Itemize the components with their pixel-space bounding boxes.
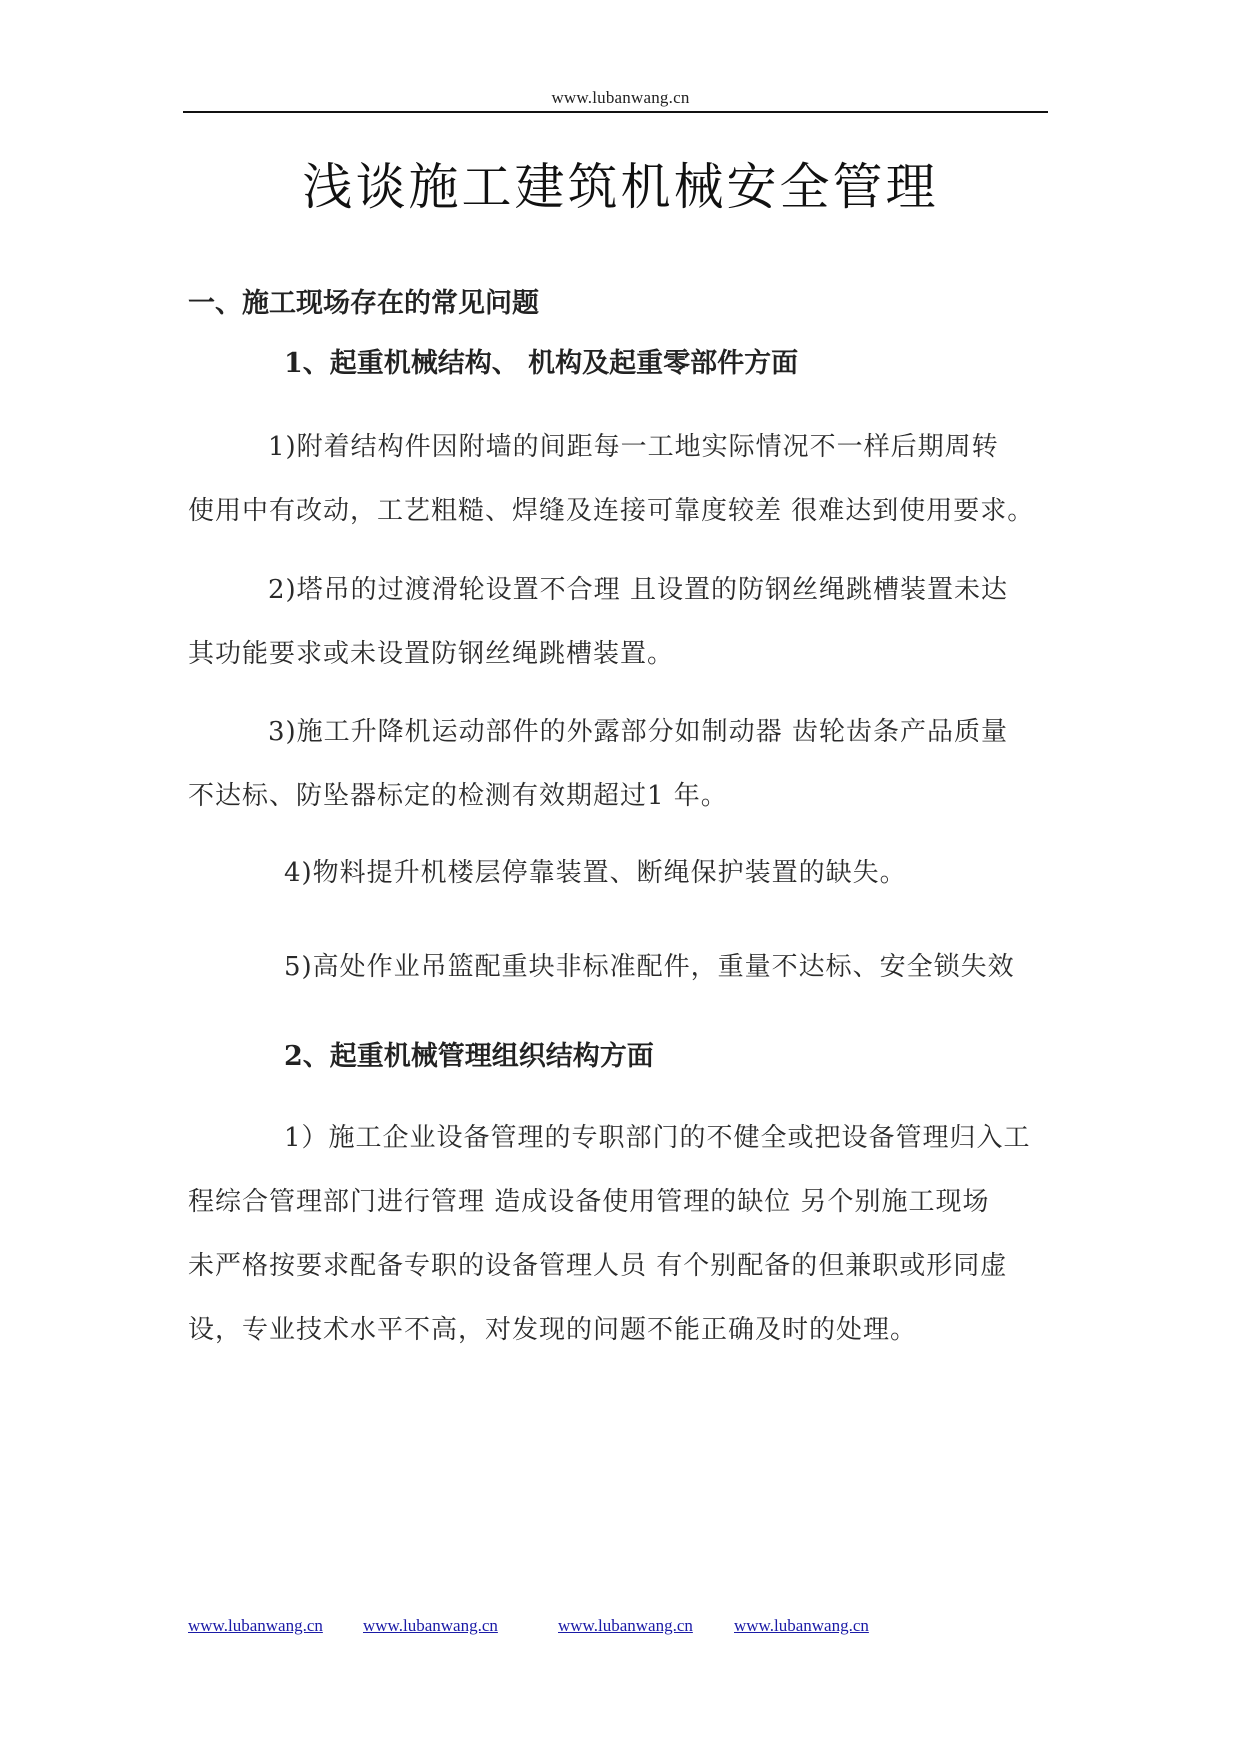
paragraph-6-line-2: 程综合管理部门进行管理 造成设备使用管理的缺位 另个别施工现场	[188, 1187, 990, 1217]
paragraph-6-line-3: 未严格按要求配备专职的设备管理人员 有个别配备的但兼职或形同虚	[188, 1251, 1008, 1281]
paragraph-1-line-2: 使用中有改动，工艺粗糙、焊缝及连接可靠度较差 很难达到使用要求。	[188, 496, 1035, 526]
footer-link-2[interactable]: www.lubanwang.cn	[363, 1616, 498, 1635]
section-heading: 一、施工现场存在的常见问题	[188, 288, 539, 319]
footer-link-4[interactable]: www.lubanwang.cn	[734, 1616, 869, 1635]
document-title: 浅谈施工建筑机械安全管理	[302, 158, 939, 216]
header-url: www.lubanwang.cn	[551, 88, 690, 107]
footer-link-1[interactable]: www.lubanwang.cn	[188, 1616, 323, 1635]
paragraph-3-line-2: 不达标、防坠器标定的检测有效期超过1 年。	[188, 781, 728, 811]
paragraph-2-line-2: 其功能要求或未设置防钢丝绳跳槽装置。	[188, 639, 675, 669]
paragraph-4-line-1: 4)物料提升机楼层停靠装置、断绳保护装置的缺失。	[284, 858, 907, 888]
paragraph-5	[188, 935, 1078, 999]
paragraph-4	[188, 841, 1078, 905]
footer-link-3[interactable]: www.lubanwang.cn	[558, 1616, 693, 1635]
paragraph-5-line-1: 5)高处作业吊篮配重块非标准配件，重量不达标、安全锁失效	[284, 952, 1015, 982]
header-divider	[183, 111, 1048, 113]
paragraph-6	[188, 1106, 1078, 1362]
paragraph-3-line-1: 3)施工升降机运动部件的外露部分如制动器 齿轮齿条产品质量	[268, 717, 1008, 747]
paragraph-6-line-4: 设，专业技术水平不高，对发现的问题不能正确及时的处理。	[188, 1315, 918, 1345]
paragraph-1-line-1: 1)附着结构件因附墙的间距每一工地实际情况不一样后期周转	[268, 432, 999, 462]
subsection-heading-2: 2、起重机械管理组织结构方面	[284, 1041, 654, 1072]
paragraph-6-line-1: 1）施工企业设备管理的专职部门的不健全或把设备管理归入工	[284, 1123, 1031, 1153]
subsection-heading-1: 1、起重机械结构、 机构及起重零部件方面	[284, 348, 799, 379]
paragraph-2-line-1: 2)塔吊的过渡滑轮设置不合理 且设置的防钢丝绳跳槽装置未达	[268, 575, 1008, 605]
paragraph-1	[188, 415, 1078, 543]
paragraph-2	[188, 558, 1078, 686]
paragraph-3	[188, 700, 1078, 828]
